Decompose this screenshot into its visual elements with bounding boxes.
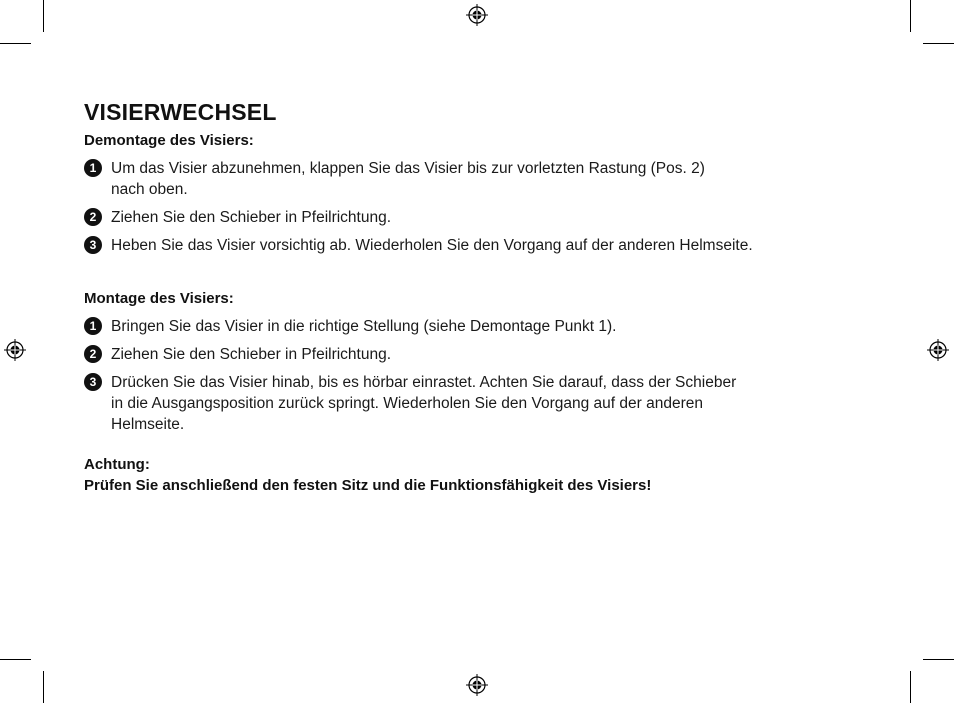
step-text-line: Helmseite. — [111, 416, 185, 433]
circled-number-icon: 1 — [84, 159, 102, 177]
step-list — [84, 316, 864, 435]
step-item — [84, 158, 864, 200]
section-heading: Montage des Visiers: — [84, 290, 234, 307]
crop-mark-bottom-left-horizontal — [0, 659, 31, 660]
step-item — [84, 235, 864, 256]
warning-text: Prüfen Sie anschließend den festen Sitz und die Funktionsfähigkeit des Visiers! — [84, 477, 652, 494]
crop-mark-top-right-vertical — [910, 0, 911, 32]
warning-note — [84, 454, 864, 496]
crop-mark-bottom-left-vertical — [43, 671, 44, 703]
registration-mark-icon — [466, 674, 488, 696]
step-text-line: Bringen Sie das Visier in die richtige Stellung (siehe Demontage Punkt 1). — [111, 318, 617, 335]
step-text-line: nach oben. — [111, 181, 188, 198]
circled-number-icon: 2 — [84, 345, 102, 363]
circled-number-icon: 3 — [84, 236, 102, 254]
crop-mark-top-left-vertical — [43, 0, 44, 32]
crop-mark-bottom-right-horizontal — [923, 659, 954, 660]
step-text-line: Drücken Sie das Visier hinab, bis es hörbar einrastet. Achten Sie darauf, dass der Schieber — [111, 374, 737, 391]
circled-number-icon: 3 — [84, 373, 102, 391]
crop-mark-top-right-horizontal — [923, 43, 954, 44]
section-demontage — [84, 131, 864, 256]
crop-mark-bottom-right-vertical — [910, 671, 911, 703]
step-item — [84, 344, 864, 365]
step-text-line: Ziehen Sie den Schieber in Pfeilrichtung. — [111, 209, 392, 226]
step-text-line: Ziehen Sie den Schieber in Pfeilrichtung. — [111, 346, 392, 363]
warning-label: Achtung: — [84, 456, 150, 473]
step-text-line: in die Ausgangsposition zurück springt. Wiederholen Sie den Vorgang auf der anderen — [111, 395, 703, 412]
step-list — [84, 158, 864, 256]
crop-mark-top-left-horizontal — [0, 43, 31, 44]
step-item — [84, 207, 864, 228]
registration-mark-icon — [927, 339, 949, 361]
registration-mark-icon — [466, 4, 488, 26]
page-title: VISIERWECHSEL — [84, 99, 277, 125]
circled-number-icon: 2 — [84, 208, 102, 226]
section-heading: Demontage des Visiers: — [84, 132, 254, 149]
page-content — [84, 98, 864, 496]
step-item — [84, 316, 864, 337]
section-montage — [84, 289, 864, 435]
step-item — [84, 372, 864, 435]
registration-mark-icon — [4, 339, 26, 361]
step-text-line: Heben Sie das Visier vorsichtig ab. Wiederholen Sie den Vorgang auf der anderen Helmseite. — [111, 237, 753, 254]
step-text-line: Um das Visier abzunehmen, klappen Sie das Visier bis zur vorletzten Rastung (Pos. 2) — [111, 160, 705, 177]
circled-number-icon: 1 — [84, 317, 102, 335]
